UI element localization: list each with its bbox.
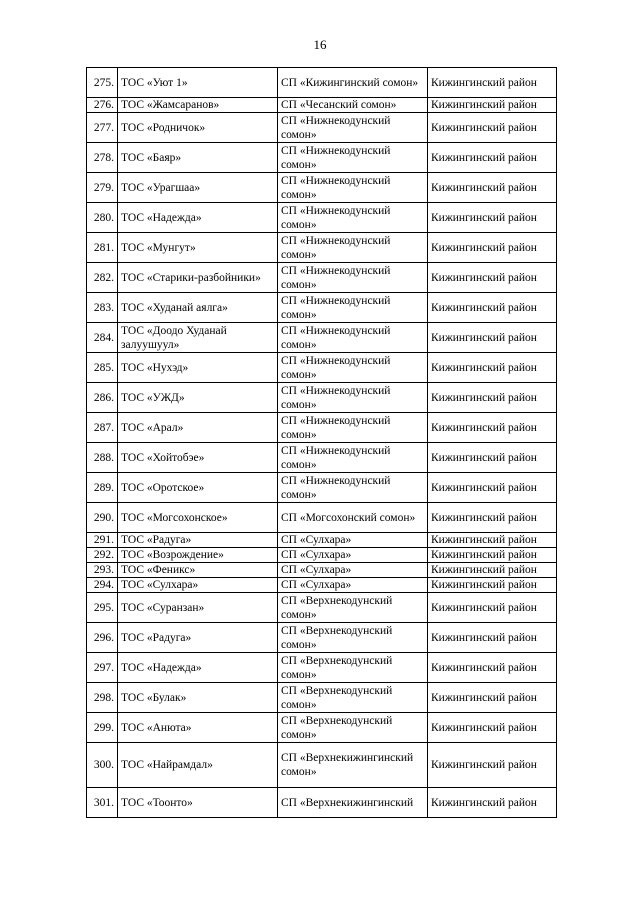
table-row bbox=[87, 743, 557, 788]
row-number: 288. bbox=[87, 443, 118, 473]
row-number: 291. bbox=[87, 533, 118, 548]
tos-name: ТОС «Урагшаа» bbox=[118, 173, 278, 203]
row-number: 298. bbox=[87, 683, 118, 713]
district-name: Кижингинский район bbox=[428, 353, 557, 383]
row-number: 279. bbox=[87, 173, 118, 203]
tos-name: ТОС «Мунгут» bbox=[118, 233, 278, 263]
tos-name: ТОС «Хойтобэе» bbox=[118, 443, 278, 473]
district-name: Кижингинский район bbox=[428, 548, 557, 563]
district-name: Кижингинский район bbox=[428, 533, 557, 548]
tos-name: ТОС «Анюта» bbox=[118, 713, 278, 743]
table-row bbox=[87, 503, 557, 533]
settlement-name: СП «Могсохонский сомон» bbox=[278, 503, 428, 533]
settlement-name: СП «Верхнекодунский сомон» bbox=[278, 653, 428, 683]
settlement-name: СП «Сулхара» bbox=[278, 548, 428, 563]
settlement-name: СП «Нижнекодунский сомон» bbox=[278, 413, 428, 443]
row-number: 294. bbox=[87, 578, 118, 593]
district-name: Кижингинский район bbox=[428, 713, 557, 743]
table-row bbox=[87, 113, 557, 143]
tos-name: ТОС «Старики-разбойники» bbox=[118, 263, 278, 293]
district-name: Кижингинский район bbox=[428, 563, 557, 578]
settlement-name: СП «Нижнекодунский сомон» bbox=[278, 263, 428, 293]
tos-name: ТОС «Найрамдал» bbox=[118, 743, 278, 788]
table-row bbox=[87, 263, 557, 293]
row-number: 297. bbox=[87, 653, 118, 683]
table-body bbox=[87, 68, 557, 818]
row-number: 287. bbox=[87, 413, 118, 443]
row-number: 276. bbox=[87, 98, 118, 113]
settlement-name: СП «Нижнекодунский сомон» bbox=[278, 233, 428, 263]
district-name: Кижингинский район bbox=[428, 263, 557, 293]
table-row bbox=[87, 203, 557, 233]
settlement-name: СП «Верхнекодунский сомон» bbox=[278, 683, 428, 713]
tos-name: ТОС «Суранзан» bbox=[118, 593, 278, 623]
row-number: 301. bbox=[87, 788, 118, 818]
row-number: 278. bbox=[87, 143, 118, 173]
tos-registry-table bbox=[86, 67, 557, 818]
tos-name: ТОС «Булак» bbox=[118, 683, 278, 713]
row-number: 281. bbox=[87, 233, 118, 263]
settlement-name: СП «Верхнекижингинский bbox=[278, 788, 428, 818]
row-number: 284. bbox=[87, 323, 118, 353]
row-number: 293. bbox=[87, 563, 118, 578]
table-row bbox=[87, 713, 557, 743]
table-row bbox=[87, 473, 557, 503]
district-name: Кижингинский район bbox=[428, 98, 557, 113]
district-name: Кижингинский район bbox=[428, 578, 557, 593]
table-row bbox=[87, 413, 557, 443]
settlement-name: СП «Сулхара» bbox=[278, 563, 428, 578]
settlement-name: СП «Нижнекодунский сомон» bbox=[278, 113, 428, 143]
table-row bbox=[87, 653, 557, 683]
table-row bbox=[87, 548, 557, 563]
tos-name: ТОС «Оротское» bbox=[118, 473, 278, 503]
table-row bbox=[87, 68, 557, 98]
table-row bbox=[87, 98, 557, 113]
district-name: Кижингинский район bbox=[428, 203, 557, 233]
table-row bbox=[87, 173, 557, 203]
district-name: Кижингинский район bbox=[428, 68, 557, 98]
tos-name: ТОС «Возрождение» bbox=[118, 548, 278, 563]
table-row bbox=[87, 623, 557, 653]
page-number: 16 bbox=[313, 37, 327, 52]
district-name: Кижингинский район bbox=[428, 233, 557, 263]
settlement-name: СП «Нижнекодунский сомон» bbox=[278, 323, 428, 353]
settlement-name: СП «Нижнекодунский сомон» bbox=[278, 203, 428, 233]
row-number: 277. bbox=[87, 113, 118, 143]
settlement-name: СП «Кижингинский сомон» bbox=[278, 68, 428, 98]
tos-name: ТОС «Надежда» bbox=[118, 653, 278, 683]
settlement-name: СП «Верхнекодунский сомон» bbox=[278, 623, 428, 653]
table-row bbox=[87, 293, 557, 323]
row-number: 299. bbox=[87, 713, 118, 743]
table-row bbox=[87, 578, 557, 593]
settlement-name: СП «Нижнекодунский сомон» bbox=[278, 353, 428, 383]
tos-name: ТОС «Арал» bbox=[118, 413, 278, 443]
district-name: Кижингинский район bbox=[428, 593, 557, 623]
settlement-name: СП «Нижнекодунский сомон» bbox=[278, 383, 428, 413]
tos-name: ТОС «УЖД» bbox=[118, 383, 278, 413]
tos-name: ТОС «Могсохонское» bbox=[118, 503, 278, 533]
table-row bbox=[87, 788, 557, 818]
row-number: 282. bbox=[87, 263, 118, 293]
settlement-name: СП «Нижнекодунский сомон» bbox=[278, 173, 428, 203]
district-name: Кижингинский район bbox=[428, 623, 557, 653]
settlement-name: СП «Нижнекодунский сомон» bbox=[278, 473, 428, 503]
table-row bbox=[87, 563, 557, 578]
table-row bbox=[87, 593, 557, 623]
tos-name: ТОС «Радуга» bbox=[118, 533, 278, 548]
table-row bbox=[87, 353, 557, 383]
table-row bbox=[87, 233, 557, 263]
district-name: Кижингинский район bbox=[428, 788, 557, 818]
district-name: Кижингинский район bbox=[428, 503, 557, 533]
settlement-name: СП «Верхнекодунский сомон» bbox=[278, 713, 428, 743]
row-number: 280. bbox=[87, 203, 118, 233]
tos-name: ТОС «Родничок» bbox=[118, 113, 278, 143]
tos-name: ТОС «Феникс» bbox=[118, 563, 278, 578]
row-number: 289. bbox=[87, 473, 118, 503]
row-number: 295. bbox=[87, 593, 118, 623]
district-name: Кижингинский район bbox=[428, 293, 557, 323]
tos-name: ТОС «Надежда» bbox=[118, 203, 278, 233]
row-number: 296. bbox=[87, 623, 118, 653]
district-name: Кижингинский район bbox=[428, 113, 557, 143]
district-name: Кижингинский район bbox=[428, 383, 557, 413]
tos-name: ТОС «Тоонто» bbox=[118, 788, 278, 818]
district-name: Кижингинский район bbox=[428, 473, 557, 503]
tos-name: ТОС «Худанай аялга» bbox=[118, 293, 278, 323]
tos-name: ТОС «Баяр» bbox=[118, 143, 278, 173]
tos-name: ТОС «Доодо Худанай залуушуул» bbox=[118, 323, 278, 353]
settlement-name: СП «Верхнекижингинский сомон» bbox=[278, 743, 428, 788]
tos-name: ТОС «Радуга» bbox=[118, 623, 278, 653]
table-row bbox=[87, 143, 557, 173]
district-name: Кижингинский район bbox=[428, 683, 557, 713]
row-number: 290. bbox=[87, 503, 118, 533]
row-number: 283. bbox=[87, 293, 118, 323]
tos-name: ТОС «Жамсаранов» bbox=[118, 98, 278, 113]
settlement-name: СП «Верхнекодунский сомон» bbox=[278, 593, 428, 623]
tos-name: ТОС «Нухэд» bbox=[118, 353, 278, 383]
table-row bbox=[87, 323, 557, 353]
settlement-name: СП «Нижнекодунский сомон» bbox=[278, 143, 428, 173]
row-number: 286. bbox=[87, 383, 118, 413]
table-row bbox=[87, 383, 557, 413]
district-name: Кижингинский район bbox=[428, 143, 557, 173]
table-row bbox=[87, 443, 557, 473]
row-number: 275. bbox=[87, 68, 118, 98]
row-number: 300. bbox=[87, 743, 118, 788]
row-number: 285. bbox=[87, 353, 118, 383]
table-row bbox=[87, 533, 557, 548]
tos-name: ТОС «Сулхара» bbox=[118, 578, 278, 593]
table-row bbox=[87, 683, 557, 713]
district-name: Кижингинский район bbox=[428, 443, 557, 473]
settlement-name: СП «Нижнекодунский сомон» bbox=[278, 293, 428, 323]
row-number: 292. bbox=[87, 548, 118, 563]
district-name: Кижингинский район bbox=[428, 743, 557, 788]
tos-name: ТОС «Уют 1» bbox=[118, 68, 278, 98]
settlement-name: СП «Сулхара» bbox=[278, 578, 428, 593]
settlement-name: СП «Нижнекодунский сомон» bbox=[278, 443, 428, 473]
district-name: Кижингинский район bbox=[428, 323, 557, 353]
settlement-name: СП «Сулхара» bbox=[278, 533, 428, 548]
district-name: Кижингинский район bbox=[428, 413, 557, 443]
district-name: Кижингинский район bbox=[428, 653, 557, 683]
district-name: Кижингинский район bbox=[428, 173, 557, 203]
settlement-name: СП «Чесанский сомон» bbox=[278, 98, 428, 113]
